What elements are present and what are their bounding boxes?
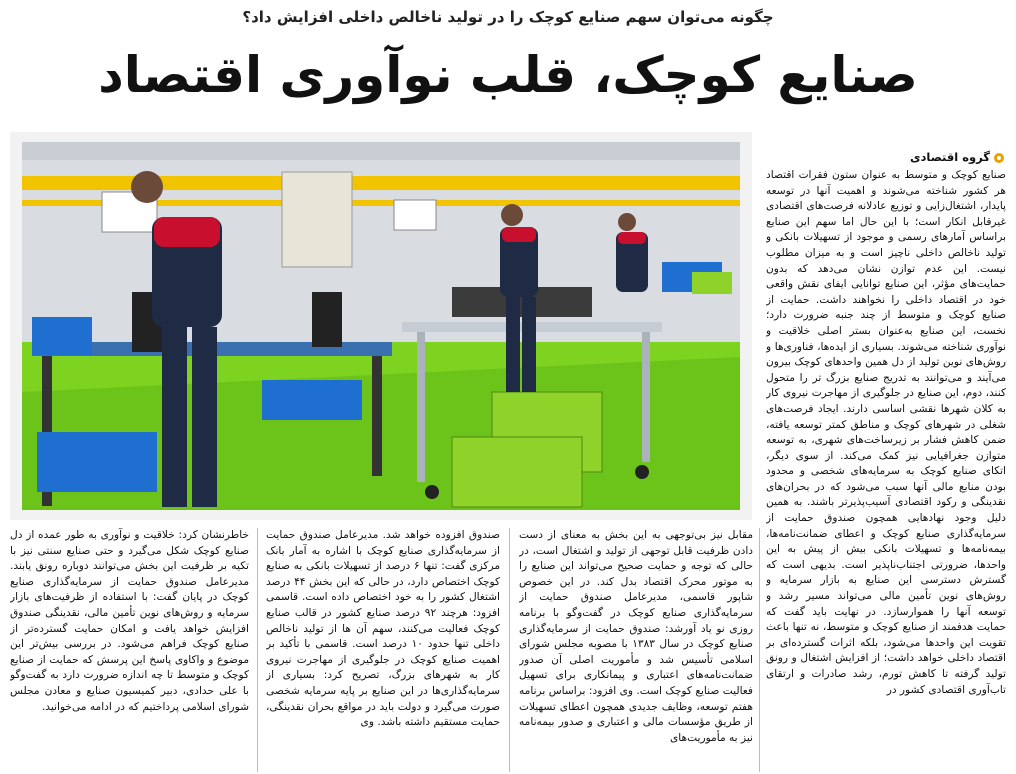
article-column-1 <box>766 168 1006 772</box>
column-text: صندوق افزوده خواهد شد. مدیرعامل صندوق حمایت از سرمایه‌گذاری صنایع کوچک با اشاره به آمار بانک مرکزی گفت: تنها ۶ درصد از تسهیلات بانکی به صنایع کوچک اختصاص دارد، در حالی که این بخش ۴۴ درصد اشتغال کشور را به خود اختصاص داده است. قاسمی افزود: هرچند ۹۲ درصد صنایع کشور در قالب صنایع کوچک فعالیت می‌کنند، سهم آن ها از تولید ناخالص داخلی تنها حدود ۱۰ درصد است. قاسمی با تأکید بر اهمیت صنایع کوچک در جلوگیری از مهاجرت نیروی کار به شهرهای بزرگ، تصریح کرد: بسیاری از سرمایه‌گذاری‌ها در این صنایع بر پایه سرمایه شخصی صورت می‌گیرد و دولت باید در مواقع بحران نقدینگی، حمایت مستقیم داشته باشد. وی <box>266 529 500 729</box>
section-label <box>766 150 1004 166</box>
kicker-subheadline: چگونه می‌توان سهم صنایع کوچک را در تولید ناخالص داخلی افزایش داد؟ <box>242 8 774 26</box>
article-column-2 <box>519 528 753 772</box>
column-divider <box>257 528 258 772</box>
article-column-4 <box>10 528 249 772</box>
article-column-3 <box>266 528 500 772</box>
headline: صنایع کوچک، قلب نوآوری اقتصاد <box>98 46 918 104</box>
photo-frame <box>10 132 752 520</box>
column-text: خاطرنشان کرد: خلاقیت و نوآوری به طور عمده از دل صنایع کوچک شکل می‌گیرد و حتی صنایع سنتی نیز با تکیه بر ظرفیت این بخش می‌توانند دوباره رونق یابند. مدیرعامل صندوق حمایت از سرمایه‌گذاری صنایع کوچک در پایان گفت: با استفاده از ظرفیت‌های بازار سرمایه و روش‌های نوین تأمین مالی، نقدینگی صندوق افزایش خواهد یافت و امکان حمایت گسترده‌تر از صنایع کوچک فراهم می‌شود. در بررسی بیش‌تر این موضوع و واکاوی پاسخ این پرسش که حمایت از صنایع کوچک و متوسط تا چه اندازه ضرورت دارد به گفت‌وگو با علی حدادی، دبیر کمیسیون صنایع و معادن مجلس شورای اسلامی پرداختیم که در ادامه می‌خوانید. <box>10 529 249 713</box>
factory-photo <box>22 142 740 510</box>
column-text: صنایع کوچک و متوسط به عنوان ستون فقرات اقتصاد هر کشور شناخته می‌شوند و اهمیت آنها در توسعه پایدار، اشتغال‌زایی و توزیع عادلانه فرصت‌های اقتصادی غیرقابل انکار است؛ با این حال اما سهم این صنایع براساس آمارهای رسمی و موجود از تسهیلات بانکی و تولید ناخالص داخلی ناچیز است و به میزان مطلوب نیست. این عدم توازن نشان می‌دهد که بدون حمایت‌های مؤثر، این صنایع توانایی ایفای نقش واقعی خود در اقتصاد داخلی را نخواهند داشت. حمایت از صنایع کوچک و متوسط از چند جنبه ضرورت دارد؛ نخست، این صنایع به‌عنوان بستر اصلی خلاقیت و نوآوری شناخته می‌شوند. بسیاری از ایده‌ها، فناوری‌ها و روش‌های نوین تولید از دل همین واحدهای کوچک بیرون می‌آیند و می‌توانند به تدریج صنایع بزرگ تر را متحول کنند، دوم، این صنایع در جلوگیری از مهاجرت نیروی کار به کلان شهرها نقشی اساسی دارند. ایجاد فرصت‌های شغلی در شهرهای کوچک و مناطق کمتر توسعه یافته، ضمن کاهش فشار بر زیرساخت‌های شهری، به توسعه متوازن جغرافیایی نیز کمک می‌کند. از سوی دیگر، اتکای صنایع کوچک به سرمایه‌های شخصی و محدود بودن منابع مالی آنها سبب می‌شود که در بحران‌های نقدینگی و رکود اقتصادی آسیب‌پذیرتر باشند. به همین دلیل وجود نهادهایی همچون صندوق حمایت از سرمایه‌گذاری صنایع کوچک و اعطای ضمانت‌نامه‌ها، بیمه‌نامه‌ها و تسهیلات بانکی بیش از پیش به این واحدها، ضرورتی اجتناب‌ناپذیر است. بدیهی است که گسترش دسترسی این صنایع به بازار سرمایه و روش‌های نوین تأمین مالی می‌تواند مسیر رشد و توسعه آنها را هموارسازد. در نهایت باید گفت که حمایت هدفمند از صنایع کوچک و متوسط، نه تنها باعث تقویت این واحدها می‌شود، بلکه اثرات گسترده‌ای بر اقتصاد داخلی خواهد داشت؛ از افزایش اشتغال و رونق تولید گرفته تا کاهش تورم، رشد صادرات و ارتقای تاب‌آوری اقتصادی کشور در <box>766 169 1006 696</box>
column-divider <box>759 528 760 772</box>
column-divider <box>509 528 510 772</box>
section-bullet-icon <box>994 153 1004 163</box>
column-text: مقابل نیز بی‌توجهی به این بخش به معنای از دست دادن ظرفیت قابل توجهی از تولید و اشتغال است، در حالی که توجه و حمایت صحیح می‌تواند این صنایع را به موتور محرک اقتصاد بدل کند. در این خصوص شاپور قاسمی، مدیرعامل صندوق حمایت از سرمایه‌گذاری صنایع کوچک در گفت‌وگو با برنامه روزی نو یاد آورشد: صندوق حمایت از سرمایه‌گذاری صنایع کوچک در سال ۱۳۸۳ با مصوبه مجلس شورای اسلامی تأسیس شد و مأموریت اصلی آن صدور ضمانت‌نامه‌های اعتباری و پیمانکاری برای تسهیل فعالیت صنایع کوچک است. وی افزود: براساس برنامه هفتم توسعه، وظایف جدیدی همچون اعطای تسهیلات از طریق مؤسسات مالی و اعتباری و صدور بیمه‌نامه نیز به مأموریت‌های <box>519 529 753 744</box>
section-label-text: گروه اقتصادی <box>909 150 990 164</box>
